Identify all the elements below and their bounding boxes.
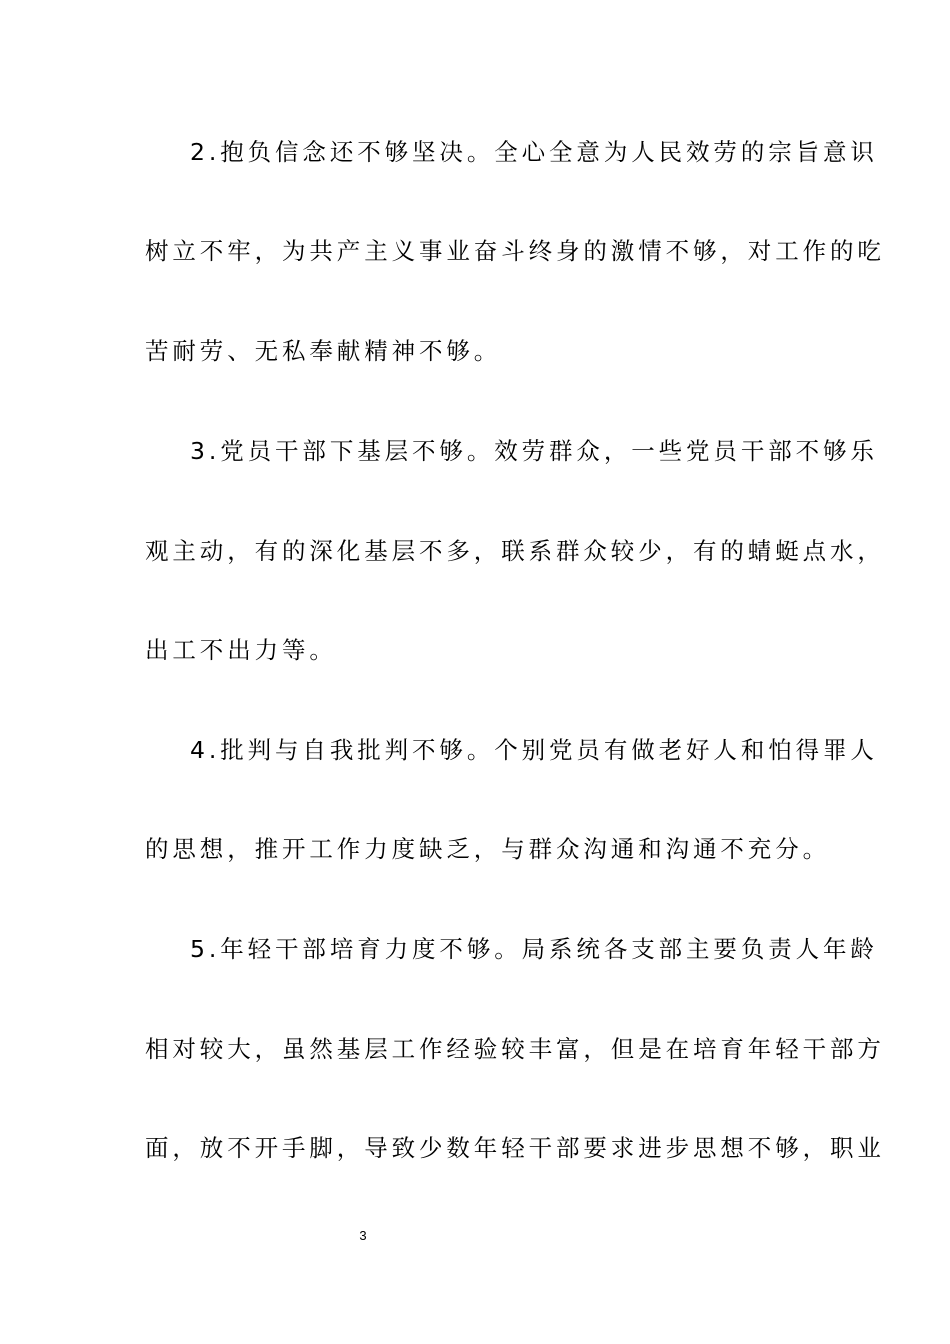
paragraph-2-line-1: 2.抱负信念还不够坚决。全心全意为人民效劳的宗旨意识	[190, 138, 878, 166]
page-number: 3	[359, 1228, 367, 1243]
paragraph-3-line-1: 3.党员干部下基层不够。效劳群众，一些党员干部不够乐	[190, 437, 878, 465]
paragraph-5-line-1: 5.年轻干部培育力度不够。局系统各支部主要负责人年龄	[190, 935, 878, 963]
paragraph-2-line-3: 苦耐劳、无私奉献精神不够。	[145, 337, 502, 365]
paragraph-5-line-3: 面，放不开手脚，导致少数年轻干部要求进步思想不够，职业	[145, 1134, 885, 1162]
paragraph-4-line-1: 4.批判与自我批判不够。个别党员有做老好人和怕得罪人	[190, 736, 878, 764]
paragraph-3-line-3: 出工不出力等。	[145, 636, 337, 664]
paragraph-3-line-2: 观主动，有的深化基层不多，联系群众较少，有的蜻蜓点水，	[145, 537, 885, 565]
paragraph-4-line-2: 的思想，推开工作力度缺乏，与群众沟通和沟通不充分。	[145, 835, 830, 863]
paragraph-2-line-2: 树立不牢，为共产主义事业奋斗终身的激情不够，对工作的吃	[145, 237, 885, 265]
paragraph-5-line-2: 相对较大，虽然基层工作经验较丰富，但是在培育年轻干部方	[145, 1035, 885, 1063]
